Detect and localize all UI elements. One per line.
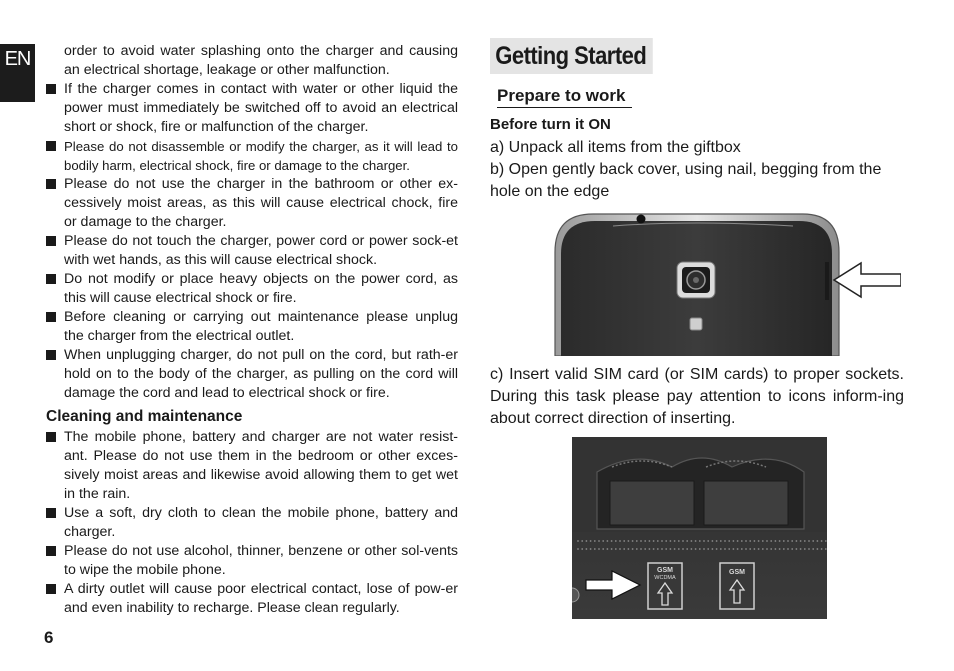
- sim-label-wcdma: WCDMA: [654, 575, 676, 581]
- bullet-item: Before cleaning or carrying out maintenance please unplug the charger from the electrical outlet.: [46, 308, 458, 346]
- step-a: a) Unpack all items from the giftbox: [490, 139, 741, 156]
- sim-label-gsm: GSM: [657, 567, 673, 574]
- step-b: b) Open gently back cover, using nail, begging from the hole on the edge: [490, 161, 882, 200]
- page-number: 6: [44, 628, 54, 647]
- getting-started-column: [490, 38, 904, 427]
- bullet-item: A dirty outlet will cause poor electrical contact, lose of pow-er and even inability to recharge. Please clean regularly.: [46, 580, 458, 618]
- bullet-item: Please do not use the charger in the bathroom or other ex-cessively moist areas, as this will cause electrical chock, fire or damage to the charger.: [46, 175, 458, 232]
- bullet-item: Please do not touch the charger, power cord or power sock-et with wet hands, as this will cause electrical shock.: [46, 232, 458, 270]
- step-c: c) Insert valid SIM card (or SIM cards) to proper sockets. During this task please pay attention to icons inform-ing about correct direction of inserting.: [490, 366, 904, 427]
- bullet-item: Use a soft, dry cloth to clean the mobile phone, battery and charger.: [46, 504, 458, 542]
- intro-paragraph: order to avoid water splashing onto the charger and causing an electrical shortage, leakage or other malfunction.: [64, 43, 458, 78]
- subsection-title: Prepare to work: [497, 86, 632, 108]
- section-title: Getting Started: [490, 38, 652, 74]
- bullet-item: The mobile phone, battery and charger are not water resist-ant. Please do not use them in the bedroom or other exces-sively moist areas and likewise avoid allowing them to get wet in the rain.: [46, 428, 458, 504]
- language-label: EN: [4, 48, 31, 70]
- sim-label-gsm-2: GSM: [729, 569, 745, 576]
- before-heading: Before turn it ON: [490, 116, 611, 133]
- arrow-icon: [834, 263, 901, 297]
- phone-back-image: [553, 212, 901, 356]
- safety-column: [46, 42, 458, 618]
- camera-icon: [677, 262, 715, 298]
- bullet-item: When unplugging charger, do not pull on the cord, but rath-er hold on to the body of the charger, as pulling on the cord will damage the cord and lead to electrical shock or fire.: [46, 346, 458, 403]
- language-tab: [0, 44, 35, 102]
- cleaning-heading: Cleaning and maintenance: [46, 408, 243, 425]
- bullet-item: If the charger comes in contact with water or other liquid the power must immediately be switched off to avoid an electrical short or shock, fire or malfunction of the charger.: [46, 80, 458, 137]
- bullet-item: Please do not disassemble or modify the charger, as it will lead to bodily harm, electrical shock, fire or damage to the charger.: [46, 137, 458, 175]
- sim-slots-image: [572, 437, 827, 619]
- bullet-item: Do not modify or place heavy objects on the power cord, as this will cause electrical shock or fire.: [46, 270, 458, 308]
- bullet-item: Please do not use alcohol, thinner, benzene or other sol-vents to wipe the mobile phone.: [46, 542, 458, 580]
